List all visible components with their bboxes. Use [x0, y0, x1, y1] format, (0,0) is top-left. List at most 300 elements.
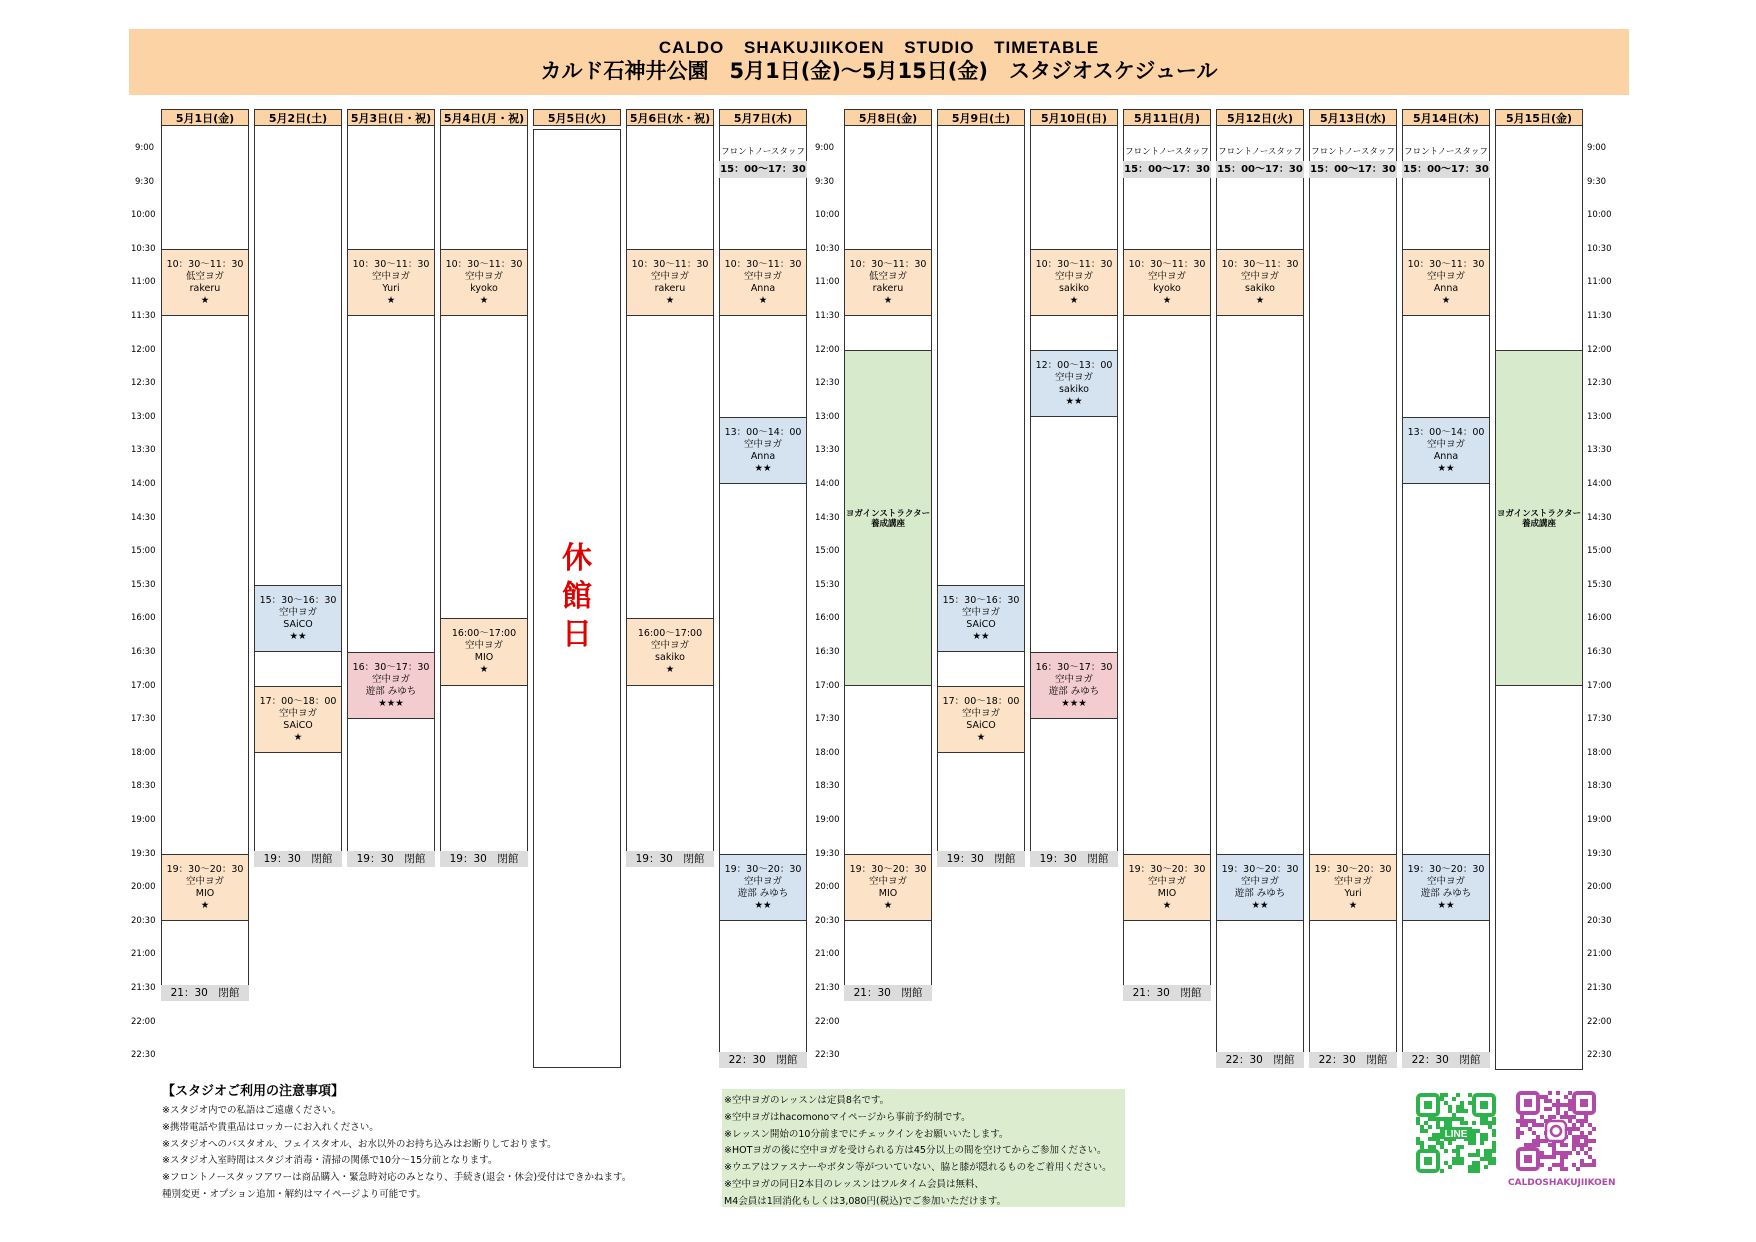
time-labels-right-11: 14:30: [1587, 512, 1612, 523]
time-labels-middle-23: 20:30: [815, 915, 840, 926]
lesson-class: 空中ヨガ: [743, 438, 782, 450]
time-labels-right-9: 13:30: [1587, 445, 1612, 456]
lesson-level: ★★: [1437, 462, 1455, 474]
lesson-level: ★: [883, 294, 893, 306]
line-qr-label: LINE: [1444, 1129, 1468, 1140]
time-labels-middle-24: 21:00: [815, 949, 840, 960]
notes-heading: 【スタジオご利用の注意事項】: [162, 1084, 345, 1099]
lesson-level: ★: [479, 294, 489, 306]
lesson-instructor: rakeru: [189, 282, 221, 294]
lesson-time: 16:00〜17:00: [637, 628, 703, 640]
lesson-time: 10：30〜11：30: [724, 258, 802, 270]
time-labels-right-12: 15:00: [1587, 546, 1612, 557]
front-no-staff-label: フロントノースタッフ: [721, 147, 805, 157]
lesson-class: 空中ヨガ: [1147, 270, 1186, 282]
lesson-class: 空中ヨガ: [278, 707, 317, 719]
day-column-9: [1030, 126, 1118, 852]
lesson-block[interactable]: [1123, 854, 1211, 921]
lesson-instructor: 遊部 みゆち: [365, 686, 417, 697]
time-labels-left-13: 15:30: [131, 579, 156, 590]
line-qr-code[interactable]: [1412, 1089, 1500, 1177]
day-header-4: 5月5日(火): [533, 109, 621, 126]
lesson-time: 16：30〜17：30: [1035, 662, 1113, 673]
lesson-block[interactable]: [1402, 249, 1490, 316]
lesson-level: ★★: [289, 630, 307, 642]
day-header-0: 5月1日(金): [161, 109, 249, 126]
lesson-block[interactable]: [719, 417, 807, 484]
time-labels-left-20: 19:00: [131, 815, 156, 825]
instructor-course-block[interactable]: [1495, 350, 1583, 686]
day-column-3: [440, 126, 528, 852]
time-labels-middle-21: 19:30: [815, 848, 840, 859]
time-labels-left-22: 20:00: [131, 882, 156, 893]
front-no-staff-time: 15：00〜17：30: [1123, 161, 1211, 178]
lesson-instructor: MIO: [878, 887, 898, 899]
time-labels-middle-0: 9:00: [815, 143, 835, 153]
time-labels-middle-14: 16:00: [815, 613, 840, 624]
lesson-time: 10：30〜11：30: [352, 258, 430, 270]
lesson-class: 空中ヨガ: [185, 875, 224, 887]
closing-time-2: 19：30 閉館: [347, 851, 435, 867]
lesson-class: 空中ヨガ: [1147, 875, 1186, 887]
lesson-block[interactable]: [1216, 854, 1304, 921]
lesson-block[interactable]: [440, 249, 528, 316]
day-header-8: 5月9日(土): [937, 109, 1025, 126]
lesson-block[interactable]: [161, 249, 249, 316]
time-labels-middle-3: 10:30: [815, 243, 840, 254]
time-labels-middle-16: 17:00: [815, 680, 840, 691]
lesson-instructor: MIO: [474, 652, 494, 664]
lesson-instructor: 遊部 みゆち: [1234, 887, 1286, 899]
lesson-instructor: sakiko: [1245, 282, 1275, 294]
instagram-qr-code[interactable]: [1512, 1087, 1600, 1175]
lesson-instructor: MIO: [195, 887, 215, 899]
time-labels-right-22: 20:00: [1587, 882, 1612, 893]
lesson-block[interactable]: [1030, 249, 1118, 316]
front-no-staff-time: 15：00〜17：30: [1216, 161, 1304, 178]
lesson-time: 19：30〜20：30: [1221, 863, 1299, 875]
lesson-level: ★★: [754, 899, 772, 911]
aerial-note-item: M4会員は1回消化もしくは3,080円(税込)でご参加いただけます。: [724, 1195, 1007, 1207]
lesson-block[interactable]: [440, 618, 528, 685]
lesson-level: ★★: [1437, 899, 1455, 911]
lesson-class: 空中ヨガ: [961, 707, 1000, 719]
lesson-class: 空中ヨガ: [1426, 875, 1465, 887]
lesson-class: 空中ヨガ: [1426, 270, 1465, 282]
lesson-level: ★: [1069, 294, 1079, 306]
time-labels-right-10: 14:00: [1587, 479, 1612, 489]
lesson-class: 空中ヨガ: [868, 875, 907, 887]
time-labels-right-26: 22:00: [1587, 1016, 1612, 1027]
closing-time-6: 22：30 閉館: [719, 1052, 807, 1068]
time-labels-left-26: 22:00: [131, 1016, 156, 1027]
time-labels-left-10: 14:00: [131, 479, 156, 489]
lesson-class: 空中ヨガ: [743, 875, 782, 887]
closing-time-5: 19：30 閉館: [626, 851, 714, 867]
time-labels-middle-9: 13:30: [815, 445, 840, 456]
day-header-10: 5月11日(月): [1123, 109, 1211, 126]
time-labels-right-5: 11:30: [1587, 311, 1612, 321]
time-labels-middle-12: 15:00: [815, 546, 840, 557]
lesson-block[interactable]: [347, 249, 435, 316]
lesson-instructor: sakiko: [1059, 282, 1089, 294]
closing-time-0: 21：30 閉館: [161, 985, 249, 1001]
time-labels-left-12: 15:00: [131, 546, 156, 557]
lesson-level: ★★: [754, 462, 772, 474]
day-header-5: 5月6日(水・祝): [626, 109, 714, 126]
time-labels-middle-1: 9:30: [815, 176, 835, 187]
time-labels-middle-7: 12:30: [815, 378, 840, 389]
time-labels-middle-8: 13:00: [815, 411, 840, 422]
aerial-note-item: ※空中ヨガはhacomonoマイページから事前予約制です。: [724, 1111, 971, 1123]
lesson-level: ★: [758, 294, 768, 306]
lesson-time: 10：30〜11：30: [849, 258, 927, 270]
time-labels-right-4: 11:00: [1587, 277, 1612, 288]
closing-time-13: 22：30 閉館: [1402, 1052, 1490, 1068]
front-no-staff-time: 15：00〜17：30: [1402, 161, 1490, 178]
lesson-instructor: Yuri: [382, 282, 400, 294]
lesson-instructor: Anna: [750, 282, 776, 294]
lesson-level: ★★★: [378, 698, 404, 709]
lesson-instructor: kyoko: [1153, 282, 1181, 294]
lesson-time: 15：30〜16：30: [942, 594, 1020, 606]
lesson-instructor: Anna: [750, 450, 776, 462]
lesson-level: ★: [1441, 294, 1451, 306]
day-header-6: 5月7日(木): [719, 109, 807, 126]
lesson-block[interactable]: [937, 686, 1025, 753]
lesson-level: ★: [1162, 899, 1172, 911]
time-labels-left-0: 9:00: [135, 143, 155, 153]
lesson-level: ★: [1162, 294, 1172, 306]
time-labels-middle-11: 14:30: [815, 512, 840, 523]
lesson-block[interactable]: [719, 854, 807, 921]
day-header-11: 5月12日(火): [1216, 109, 1304, 126]
lesson-class: 空中ヨガ: [1054, 674, 1093, 685]
lesson-instructor: 遊部 みゆち: [737, 887, 789, 899]
closed-day-block: [533, 129, 621, 1068]
lesson-instructor: Anna: [1433, 450, 1459, 462]
closing-time-9: 19：30 閉館: [1030, 851, 1118, 867]
time-labels-left-6: 12:00: [131, 344, 156, 355]
lesson-time: 10：30〜11：30: [166, 258, 244, 270]
closing-time-8: 19：30 閉館: [937, 851, 1025, 867]
aerial-yoga-notes: [722, 1089, 1125, 1207]
time-labels-left-11: 14:30: [131, 512, 156, 523]
page-header: [129, 29, 1629, 95]
closed-day-label: 休 館 日: [562, 541, 592, 652]
lesson-block[interactable]: [1402, 417, 1490, 484]
lesson-block[interactable]: [1123, 249, 1211, 316]
lesson-instructor: rakeru: [872, 282, 904, 294]
note-item: ※フロントノースタッフアワーは商品購入・緊急時対応のみとなり、手続き(退会・休会)受付はできかねます。: [162, 1172, 632, 1184]
lesson-class: 空中ヨガ: [371, 270, 410, 282]
lesson-level: ★: [293, 731, 303, 743]
front-no-staff-11: [1216, 144, 1304, 178]
time-labels-left-3: 10:30: [131, 243, 156, 254]
lesson-block[interactable]: [161, 854, 249, 921]
lesson-instructor: Anna: [1433, 282, 1459, 294]
instructor-course-block[interactable]: [844, 350, 932, 686]
time-labels-middle-18: 18:00: [815, 747, 840, 758]
lesson-time: 16:00〜17:00: [451, 628, 517, 640]
lesson-time: 19：30〜20：30: [849, 863, 927, 875]
time-labels-middle-13: 15:30: [815, 579, 840, 590]
time-labels-left-8: 13:00: [131, 411, 156, 422]
lesson-block[interactable]: [1309, 854, 1397, 921]
lesson-instructor: SAiCO: [283, 618, 313, 630]
aerial-note-item: ※レッスン開始の10分前までにチェックインをお願いいたします。: [724, 1128, 1009, 1140]
time-labels-left-24: 21:00: [131, 949, 156, 960]
time-labels-middle-15: 16:30: [815, 647, 840, 657]
note-item: ※スタジオへのバスタオル、フェイスタオル、お水以外のお持ち込みはお断りしております。: [162, 1138, 557, 1150]
lesson-time: 17：00〜18：00: [259, 695, 337, 707]
time-labels-left-17: 17:30: [131, 714, 156, 725]
time-labels-left-9: 13:30: [131, 445, 156, 456]
lesson-time: 13：00〜14：00: [1407, 426, 1485, 438]
lesson-instructor: kyoko: [470, 282, 498, 294]
time-labels-middle-10: 14:00: [815, 479, 840, 489]
lesson-time: 10：30〜11：30: [1407, 258, 1485, 270]
time-labels-right-18: 18:00: [1587, 747, 1612, 758]
lesson-block[interactable]: [1216, 249, 1304, 316]
lesson-instructor: MIO: [1157, 887, 1177, 899]
time-labels-left-2: 10:00: [131, 210, 156, 221]
lesson-time: 12：00〜13：00: [1035, 359, 1113, 371]
time-labels-left-18: 18:00: [131, 747, 156, 758]
time-labels-right-23: 20:30: [1587, 915, 1612, 926]
lesson-class: 低空ヨガ: [868, 270, 907, 282]
time-labels-right-6: 12:00: [1587, 344, 1612, 355]
time-labels-middle-25: 21:30: [815, 983, 840, 993]
time-labels-right-8: 13:00: [1587, 411, 1612, 422]
lesson-block[interactable]: [844, 854, 932, 921]
aerial-note-item: ※空中ヨガのレッスンは定員8名です。: [724, 1095, 890, 1106]
day-column-2: [347, 126, 435, 852]
time-labels-left-15: 16:30: [131, 647, 156, 657]
front-no-staff-12: [1309, 144, 1397, 178]
time-labels-middle-2: 10:00: [815, 210, 840, 221]
lesson-time: 19：30〜20：30: [1128, 863, 1206, 875]
front-no-staff-13: [1402, 144, 1490, 178]
lesson-class: 空中ヨガ: [1240, 270, 1279, 282]
day-header-2: 5月3日(日・祝): [347, 109, 435, 126]
time-labels-middle-6: 12:00: [815, 344, 840, 355]
time-labels-right-3: 10:30: [1587, 243, 1612, 254]
note-item: 種別変更・オプション追加・解約はマイページより可能です。: [162, 1188, 427, 1200]
time-labels-right-20: 19:00: [1587, 815, 1612, 825]
front-no-staff-label: フロントノースタッフ: [1125, 147, 1209, 157]
front-no-staff-label: フロントノースタッフ: [1311, 147, 1395, 157]
lesson-time: 19：30〜20：30: [724, 863, 802, 875]
lesson-time: 10：30〜11：30: [1221, 258, 1299, 270]
lesson-block[interactable]: [719, 249, 807, 316]
title-japanese: カルド石神井公園 5月1日(金)〜5月15日(金) スタジオスケジュール: [540, 59, 1218, 83]
front-no-staff-6: [719, 144, 807, 178]
lesson-block[interactable]: [254, 585, 342, 652]
lesson-level: ★: [1348, 899, 1358, 911]
lesson-instructor: sakiko: [655, 652, 685, 664]
lesson-class: 空中ヨガ: [1333, 875, 1372, 887]
note-item: ※携帯電話や貴重品はロッカーにお入れください。: [162, 1121, 379, 1133]
closing-time-10: 21：30 閉館: [1123, 985, 1211, 1001]
time-labels-left-4: 11:00: [131, 277, 156, 288]
lesson-block[interactable]: [626, 618, 714, 685]
lesson-level: ★: [976, 731, 986, 743]
lesson-class: 空中ヨガ: [650, 270, 689, 282]
day-header-13: 5月14日(木): [1402, 109, 1490, 126]
lesson-level: ★★★: [1061, 698, 1087, 709]
note-item: ※スタジオ入室時間はスタジオ消毒・清掃の関係で10分〜15分前となります。: [162, 1155, 498, 1167]
lesson-block[interactable]: [1402, 854, 1490, 921]
front-no-staff-time: 15：00〜17：30: [1309, 161, 1397, 178]
time-labels-left-5: 11:30: [131, 311, 156, 321]
lesson-instructor: rakeru: [654, 282, 686, 294]
lesson-block[interactable]: [844, 249, 932, 316]
time-labels-right-21: 19:30: [1587, 848, 1612, 859]
time-labels-middle-27: 22:30: [815, 1050, 840, 1061]
lesson-class: 空中ヨガ: [464, 640, 503, 652]
lesson-class: 空中ヨガ: [961, 606, 1000, 618]
lesson-instructor: SAiCO: [966, 719, 996, 731]
note-item: ※スタジオ内での私語はご遠慮ください。: [162, 1105, 341, 1116]
time-labels-middle-5: 11:30: [815, 311, 840, 321]
time-labels-left-19: 18:30: [131, 781, 156, 792]
day-column-5: [626, 126, 714, 852]
time-labels-left-16: 17:00: [131, 680, 156, 691]
lesson-level: ★: [1255, 294, 1265, 306]
time-labels-right-14: 16:00: [1587, 613, 1612, 624]
day-header-7: 5月8日(金): [844, 109, 932, 126]
time-labels-left-7: 12:30: [131, 378, 156, 389]
day-header-12: 5月13日(水): [1309, 109, 1397, 126]
lesson-instructor: sakiko: [1059, 383, 1089, 395]
lesson-block[interactable]: [937, 585, 1025, 652]
time-labels-right-19: 18:30: [1587, 781, 1612, 792]
time-labels-middle-17: 17:30: [815, 714, 840, 725]
lesson-class: 空中ヨガ: [1054, 371, 1093, 383]
usage-notes: [162, 1083, 682, 1204]
lesson-time: 10：30〜11：30: [631, 258, 709, 270]
lesson-class: 空中ヨガ: [371, 674, 410, 685]
lesson-class: 空中ヨガ: [1054, 270, 1093, 282]
time-labels-right-16: 17:00: [1587, 680, 1612, 691]
time-labels-right-13: 15:30: [1587, 579, 1612, 590]
lesson-time: 10：30〜11：30: [1128, 258, 1206, 270]
course-subtitle: 養成講座: [1521, 518, 1556, 529]
day-header-1: 5月2日(土): [254, 109, 342, 126]
front-no-staff-label: フロントノースタッフ: [1404, 147, 1488, 157]
lesson-instructor: Yuri: [1344, 887, 1362, 899]
title-english: CALDO SHAKUJIIKOEN STUDIO TIMETABLE: [658, 38, 1100, 57]
time-labels-right-0: 9:00: [1587, 143, 1607, 153]
lesson-class: 空中ヨガ: [1240, 875, 1279, 887]
lesson-level: ★: [665, 294, 675, 306]
time-labels-right-24: 21:00: [1587, 949, 1612, 960]
lesson-level: ★: [386, 294, 396, 306]
day-header-3: 5月4日(月・祝): [440, 109, 528, 126]
lesson-level: ★: [883, 899, 893, 911]
time-labels-left-25: 21:30: [131, 983, 156, 993]
day-header-14: 5月15日(金): [1495, 109, 1583, 126]
instructor-course-label: [1496, 509, 1582, 529]
lesson-block[interactable]: [1030, 350, 1118, 417]
lesson-class: 空中ヨガ: [1426, 438, 1465, 450]
lesson-time: 13：00〜14：00: [724, 426, 802, 438]
closing-time-1: 19：30 閉館: [254, 851, 342, 867]
lesson-instructor: SAiCO: [283, 719, 313, 731]
time-labels-middle-4: 11:00: [815, 277, 840, 288]
time-labels-middle-22: 20:00: [815, 882, 840, 893]
instagram-handle: CALDOSHAKUJIIKOEN: [1508, 1178, 1616, 1188]
lesson-block[interactable]: [626, 249, 714, 316]
aerial-note-item: ※HOTヨガの後に空中ヨガを受けられる方は45分以上の間を空けてからご参加ください。: [724, 1145, 1107, 1157]
closing-time-11: 22：30 閉館: [1216, 1052, 1304, 1068]
lesson-class: 空中ヨガ: [743, 270, 782, 282]
time-labels-right-2: 10:00: [1587, 210, 1612, 221]
lesson-instructor: 遊部 みゆち: [1420, 887, 1472, 899]
time-labels-right-15: 16:30: [1587, 647, 1612, 657]
lesson-class: 空中ヨガ: [464, 270, 503, 282]
time-labels-middle-20: 19:00: [815, 815, 840, 825]
course-title: ヨガインストラクター: [845, 508, 931, 519]
lesson-time: 10：30〜11：30: [1035, 258, 1113, 270]
lesson-time: 19：30〜20：30: [166, 863, 244, 875]
lesson-block[interactable]: [254, 686, 342, 753]
time-labels-right-27: 22:30: [1587, 1050, 1612, 1061]
lesson-level: ★★: [1065, 395, 1083, 407]
time-labels-right-1: 9:30: [1587, 176, 1607, 187]
course-subtitle: 養成講座: [870, 518, 905, 529]
lesson-class: 空中ヨガ: [650, 640, 689, 652]
lesson-block[interactable]: [347, 652, 435, 719]
aerial-note-item: ※ウエアはファスナーやボタン等がついていない、脇と膝が隠れるものをご着用ください。: [724, 1162, 1112, 1174]
lesson-class: 低空ヨガ: [185, 270, 224, 282]
lesson-time: 16：30〜17：30: [352, 662, 430, 673]
time-labels-left-23: 20:30: [131, 915, 156, 926]
lesson-time: 15：30〜16：30: [259, 594, 337, 606]
lesson-instructor: 遊部 みゆち: [1048, 686, 1100, 697]
time-labels-middle-19: 18:30: [815, 781, 840, 792]
day-header-9: 5月10日(日): [1030, 109, 1118, 126]
lesson-level: ★: [200, 899, 210, 911]
lesson-level: ★★: [972, 630, 990, 642]
lesson-time: 19：30〜20：30: [1314, 863, 1392, 875]
front-no-staff-label: フロントノースタッフ: [1218, 147, 1302, 157]
aerial-note-item: ※空中ヨガの同日2本目のレッスンはフルタイム会員は無料、: [724, 1178, 984, 1190]
time-labels-left-21: 19:30: [131, 848, 156, 859]
closing-time-12: 22：30 閉館: [1309, 1052, 1397, 1068]
lesson-block[interactable]: [1030, 652, 1118, 719]
lesson-time: 17：00〜18：00: [942, 695, 1020, 707]
lesson-time: 19：30〜20：30: [1407, 863, 1485, 875]
time-labels-left-1: 9:30: [135, 176, 155, 187]
lesson-level: ★★: [1251, 899, 1269, 911]
lesson-level: ★: [200, 294, 210, 306]
closing-time-7: 21：30 閉館: [844, 985, 932, 1001]
closing-time-3: 19：30 閉館: [440, 851, 528, 867]
time-labels-right-17: 17:30: [1587, 714, 1612, 725]
time-labels-left-14: 16:00: [131, 613, 156, 624]
time-labels-middle-26: 22:00: [815, 1016, 840, 1027]
lesson-class: 空中ヨガ: [278, 606, 317, 618]
lesson-level: ★: [479, 664, 489, 676]
front-no-staff-10: [1123, 144, 1211, 178]
course-title: ヨガインストラクター: [1496, 508, 1582, 519]
lesson-time: 10：30〜11：30: [445, 258, 523, 270]
time-labels-right-7: 12:30: [1587, 378, 1612, 389]
time-labels-right-25: 21:30: [1587, 983, 1612, 993]
lesson-level: ★: [665, 664, 675, 676]
